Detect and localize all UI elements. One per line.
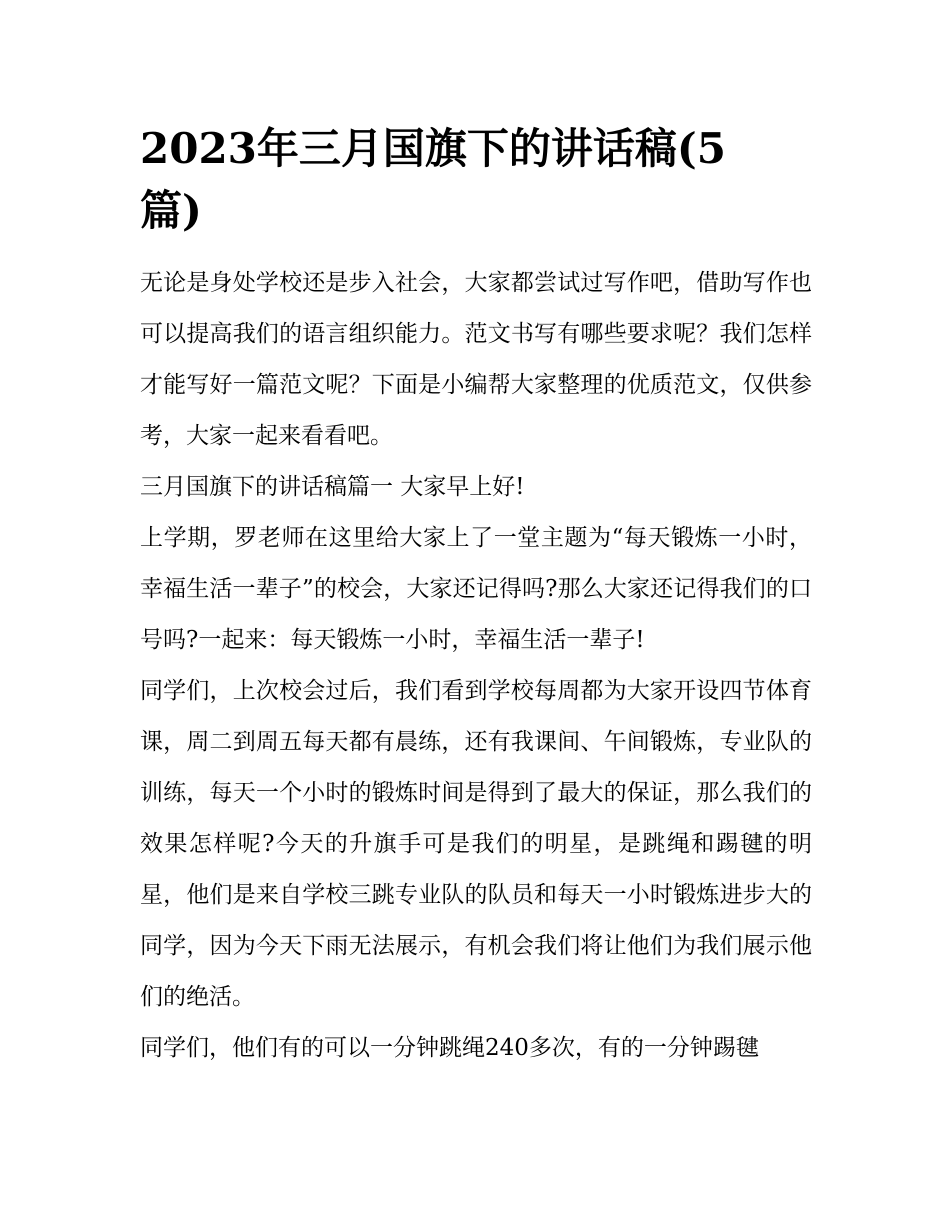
- document-title: [140, 118, 812, 242]
- title-line-2: 篇): [140, 186, 202, 235]
- title-line-1: 2023年三月国旗下的讲话稿(5: [140, 124, 726, 173]
- paragraph-section-heading: 三月国旗下的讲话稿篇一 大家早上好!: [140, 474, 525, 500]
- document-body: [140, 258, 812, 1074]
- paragraph-after-assembly: 同学们，上次校会过后，我们看到学校每周都为大家开设四节体育课，周二到周五每天都有晨练，还有我课间、午间锻炼，专业队的训练，每天一个小时的锻炼时间是得到了最大的保证，那么我们的效果怎样呢?今天的升旗手可是我们的明星，是跳绳和踢毽的明星，他们是来自学校三跳专业队的队员和每天一小时锻炼进步大的同学，因为今天下雨无法展示，有机会我们将让他们为我们展示他们的绝活。: [140, 678, 812, 1010]
- paragraph-achievements: 同学们，他们有的可以一分钟跳绳240多次，有的一分钟踢毽: [140, 1035, 759, 1061]
- document-page: [140, 118, 812, 1074]
- paragraph-last-semester: 上学期，罗老师在这里给大家上了一堂主题为“每天锻炼一小时，幸福生活一辈子”的校会，大家还记得吗?那么大家还记得我们的口号吗?一起来：每天锻炼一小时，幸福生活一辈子!: [140, 525, 812, 653]
- paragraph-intro: 无论是身处学校还是步入社会，大家都尝试过写作吧，借助写作也可以提高我们的语言组织能力。范文书写有哪些要求呢？我们怎样才能写好一篇范文呢？下面是小编帮大家整理的优质范文，仅供参考，大家一起来看看吧。: [140, 270, 812, 449]
